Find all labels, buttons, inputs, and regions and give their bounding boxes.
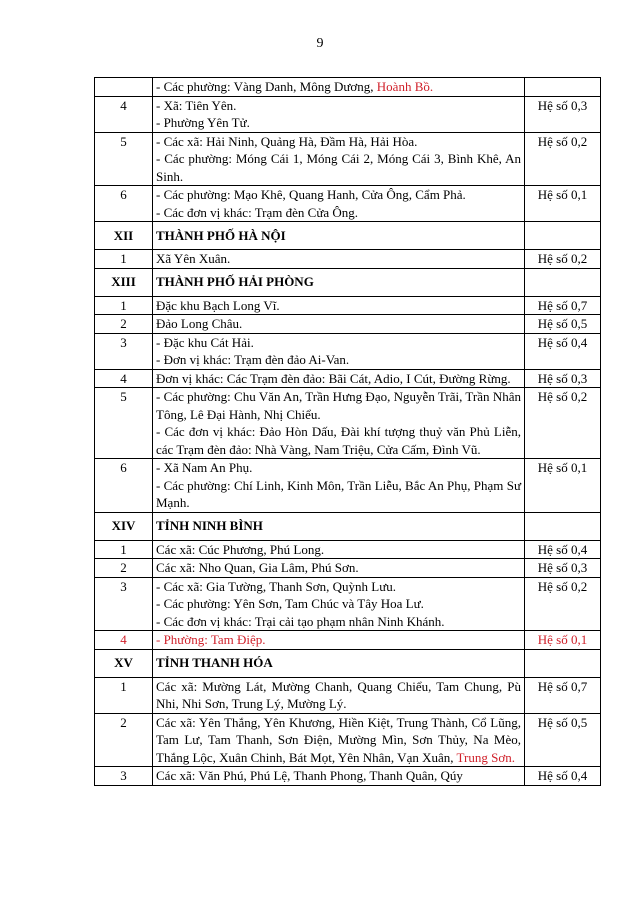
- content-line: [156, 631, 521, 649]
- content-text: - Các đơn vị khác: Trại cải tạo phạm nhân Ninh Khánh.: [156, 613, 445, 629]
- content-text: Các xã: Yên Thắng, Yên Khương, Hiền Kiệt, Trung Thành, Cổ Lũng, Tam Lư, Tam Thanh, Sơn Điện, Mường Mìn, Sơn Thủy, Na Mèo, Thắng Lộc, Xuân Chinh, Bát Mọt, Yên Nhân, Vạn Xuân,: [156, 714, 521, 765]
- content-line: [156, 388, 521, 423]
- row-number: 1: [95, 250, 153, 269]
- content-text: TỈNH THANH HÓA: [156, 655, 273, 671]
- content-text: - Đơn vị khác: Trạm đèn đảo Ai-Van.: [156, 352, 350, 367]
- table-row: [95, 559, 601, 578]
- content-line: [156, 423, 521, 458]
- table-row: [95, 186, 601, 222]
- content-text: - Phường: Tam Điệp.: [156, 632, 266, 647]
- section-header-row: [95, 649, 601, 677]
- content-text: - Các phường: Móng Cái 1, Móng Cái 2, Móng Cái 3, Bình Khê, An Sinh.: [156, 151, 521, 184]
- coefficient-value: [525, 649, 601, 677]
- content-line: [156, 613, 521, 631]
- content-text: - Các phường: Chu Văn An, Trần Hưng Đạo, Nguyễn Trãi, Trần Nhân Tông, Lê Đại Hành, Nhị Chiểu.: [156, 389, 521, 422]
- content-text: - Các phường: Mạo Khê, Quang Hanh, Cửa Ông, Cẩm Phả.: [156, 187, 466, 202]
- coefficient-table: [94, 77, 601, 786]
- coefficient-value: Hệ số 0,1: [525, 186, 601, 222]
- content-line: [156, 767, 521, 785]
- content-line: [156, 517, 521, 535]
- coefficient-value: Hệ số 0,2: [525, 577, 601, 631]
- coefficient-value: Hệ số 0,2: [525, 132, 601, 186]
- row-content: [153, 559, 525, 578]
- table-row: [95, 333, 601, 369]
- coefficient-value: [525, 512, 601, 540]
- table-row: [95, 78, 601, 97]
- row-content: [153, 388, 525, 459]
- row-number: 6: [95, 459, 153, 513]
- table-row: [95, 540, 601, 559]
- row-number: 1: [95, 540, 153, 559]
- table-body: [95, 78, 601, 786]
- content-line: [156, 186, 521, 204]
- coefficient-value: Hệ số 0,3: [525, 96, 601, 132]
- coefficient-value: Hệ số 0,2: [525, 250, 601, 269]
- coefficient-value: [525, 268, 601, 296]
- row-number: 3: [95, 767, 153, 786]
- content-line: [156, 678, 521, 713]
- row-content: [153, 132, 525, 186]
- content-line: [156, 297, 521, 315]
- content-text: - Các xã: Gia Tường, Thanh Sơn, Quỳnh Lưu.: [156, 578, 397, 594]
- table-row: [95, 369, 601, 388]
- row-content: [153, 577, 525, 631]
- section-title: [153, 512, 525, 540]
- table-row: [95, 459, 601, 513]
- table-row: [95, 388, 601, 459]
- content-line: [156, 250, 521, 268]
- row-number: 5: [95, 132, 153, 186]
- coefficient-value: Hệ số 0,1: [525, 631, 601, 650]
- coefficient-value: Hệ số 0,4: [525, 767, 601, 786]
- content-line: [156, 97, 521, 115]
- content-line: [156, 541, 521, 559]
- content-text: - Các phường: Yên Sơn, Tam Chúc và Tây Hoa Lư.: [156, 596, 424, 611]
- row-number: 2: [95, 713, 153, 767]
- coefficient-value: Hệ số 0,4: [525, 540, 601, 559]
- content-line: [156, 204, 521, 222]
- content-line: [156, 595, 521, 613]
- row-content: [153, 713, 525, 767]
- row-content: [153, 540, 525, 559]
- coefficient-value: Hệ số 0,5: [525, 713, 601, 767]
- content-line: [156, 578, 521, 596]
- content-text: Các xã: Văn Phú, Phú Lệ, Thanh Phong, Thanh Quân, Qúy: [156, 768, 463, 783]
- section-title: [153, 649, 525, 677]
- coefficient-value: Hệ số 0,7: [525, 296, 601, 315]
- page-number: 9: [316, 36, 324, 51]
- table-row: [95, 296, 601, 315]
- table-row: [95, 315, 601, 334]
- row-number: 1: [95, 677, 153, 713]
- coefficient-value: Hệ số 0,7: [525, 677, 601, 713]
- content-text: Đặc khu Bạch Long Vĩ.: [156, 297, 280, 313]
- coefficient-value: [525, 78, 601, 97]
- content-line: [156, 133, 521, 151]
- content-line: [156, 477, 521, 512]
- highlighted-text: Hoành Bồ.: [376, 79, 434, 94]
- content-text: THÀNH PHỐ HÀ NỘI: [156, 227, 286, 243]
- row-content: [153, 677, 525, 713]
- table-row: [95, 713, 601, 767]
- section-number: XII: [95, 222, 153, 250]
- row-number: 2: [95, 559, 153, 578]
- coefficient-value: [525, 222, 601, 250]
- content-line: [156, 273, 521, 291]
- table-row: [95, 677, 601, 713]
- section-header-row: [95, 268, 601, 296]
- content-line: [156, 227, 521, 245]
- section-header-row: [95, 512, 601, 540]
- table-row: [95, 767, 601, 786]
- row-number: 1: [95, 296, 153, 315]
- content-text: Các xã: Nho Quan, Gia Lâm, Phú Sơn.: [156, 560, 359, 575]
- content-line: [156, 459, 521, 477]
- row-content: [153, 459, 525, 513]
- content-text: - Các xã: Hải Ninh, Quảng Hà, Đầm Hà, Hải Hòa.: [156, 133, 418, 149]
- row-number: 2: [95, 315, 153, 334]
- content-line: [156, 370, 521, 388]
- table-row: [95, 132, 601, 186]
- content-line: [156, 150, 521, 185]
- row-content: [153, 78, 525, 97]
- content-line: [156, 78, 521, 96]
- coefficient-value: Hệ số 0,1: [525, 459, 601, 513]
- section-title: [153, 268, 525, 296]
- row-number: 4: [95, 369, 153, 388]
- table-row: [95, 250, 601, 269]
- content-line: [156, 334, 521, 352]
- row-content: [153, 333, 525, 369]
- content-text: Đơn vị khác: Các Trạm đèn đảo: Bãi Cát, Adio, I Cút, Đường Rừng.: [156, 370, 511, 386]
- content-line: [156, 114, 521, 132]
- content-text: - Xã Nam An Phụ.: [156, 460, 253, 475]
- table-row: [95, 631, 601, 650]
- coefficient-value: Hệ số 0,3: [525, 369, 601, 388]
- content-text: Các xã: Mường Lát, Mường Chanh, Quang Chiểu, Tam Chung, Pù Nhi, Nhi Sơn, Trung Lý, Mường Lý.: [156, 678, 521, 711]
- coefficient-value: Hệ số 0,5: [525, 315, 601, 334]
- coefficient-value: Hệ số 0,3: [525, 559, 601, 578]
- content-line: [156, 315, 521, 333]
- highlighted-text: Trung Sơn.: [456, 749, 515, 765]
- row-number: [95, 78, 153, 97]
- content-text: Xã Yên Xuân.: [156, 251, 231, 266]
- coefficient-value: Hệ số 0,4: [525, 333, 601, 369]
- table-row: [95, 577, 601, 631]
- row-content: [153, 186, 525, 222]
- row-number: 3: [95, 333, 153, 369]
- content-text: - Đặc khu Cát Hải.: [156, 334, 254, 350]
- row-content: [153, 250, 525, 269]
- row-number: 4: [95, 631, 153, 650]
- row-number: 5: [95, 388, 153, 459]
- content-text: - Xã: Tiên Yên.: [156, 97, 237, 113]
- content-text: - Các phường: Vàng Danh, Mông Dương,: [156, 79, 377, 94]
- row-content: [153, 369, 525, 388]
- section-number: XIII: [95, 268, 153, 296]
- coefficient-value: Hệ số 0,2: [525, 388, 601, 459]
- row-content: [153, 96, 525, 132]
- row-content: [153, 315, 525, 334]
- row-number: 6: [95, 186, 153, 222]
- content-text: Đảo Long Châu.: [156, 316, 243, 331]
- content-text: - Các đơn vị khác: Đảo Hòn Dấu, Đài khí tượng thuỷ văn Phủ Liễn, các Trạm đèn đảo: Nhà Vàng, Nam Triệu, Cửa Cấm, Đình Vũ.: [156, 424, 521, 457]
- row-content: [153, 631, 525, 650]
- content-text: - Các đơn vị khác: Trạm đèn Cửa Ông.: [156, 204, 359, 220]
- section-number: XV: [95, 649, 153, 677]
- content-text: TỈNH NINH BÌNH: [156, 518, 263, 534]
- section-number: XIV: [95, 512, 153, 540]
- content-text: THÀNH PHỐ HẢI PHÒNG: [156, 274, 314, 290]
- row-number: 3: [95, 577, 153, 631]
- table-row: [95, 96, 601, 132]
- content-line: [156, 351, 521, 369]
- section-title: [153, 222, 525, 250]
- content-text: - Các phường: Chí Linh, Kinh Môn, Trần Liễu, Bắc An Phụ, Phạm Sư Mạnh.: [156, 477, 521, 510]
- row-content: [153, 296, 525, 315]
- content-line: [156, 559, 521, 577]
- section-header-row: [95, 222, 601, 250]
- content-text: - Phường Yên Tử.: [156, 115, 250, 130]
- content-line: [156, 654, 521, 672]
- row-content: [153, 767, 525, 786]
- content-text: Các xã: Cúc Phương, Phú Long.: [156, 541, 325, 557]
- content-line: [156, 714, 521, 767]
- row-number: 4: [95, 96, 153, 132]
